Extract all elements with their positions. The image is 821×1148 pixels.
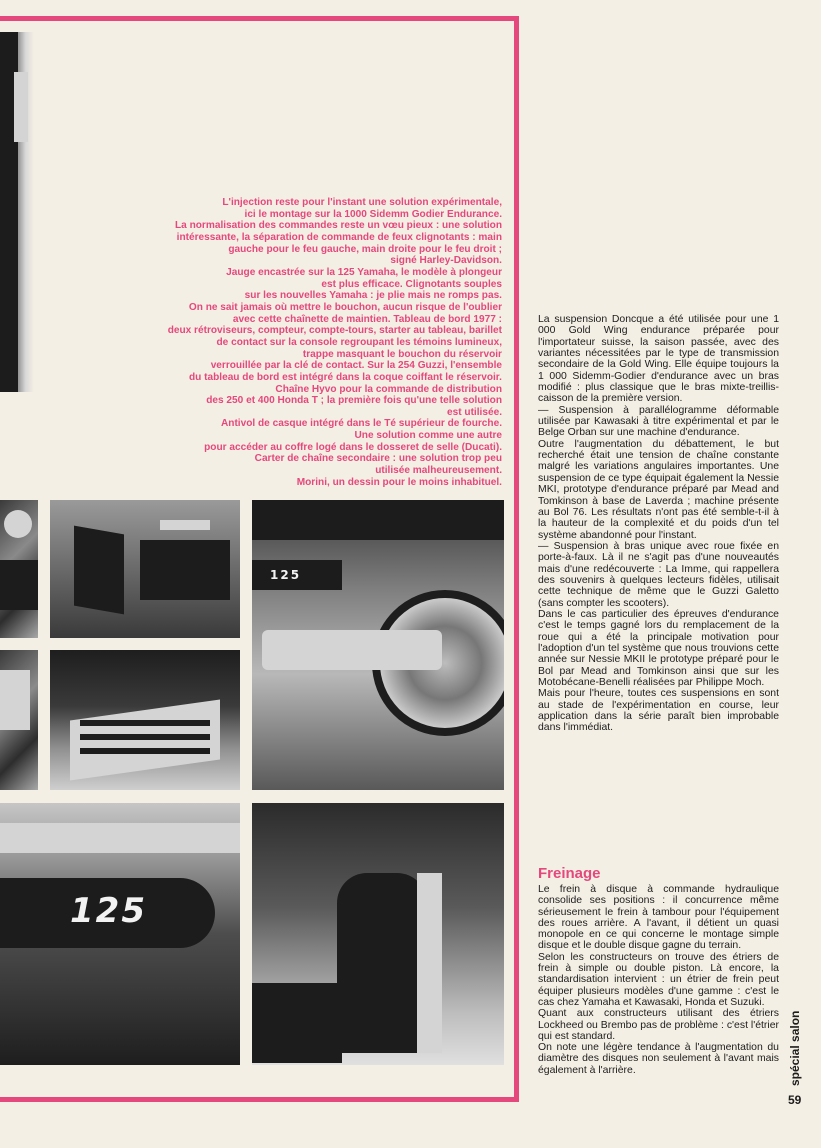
photo-fuel-injection	[0, 32, 34, 392]
article-paragraph: On note une légère tendance à l'augmentation du diamètre des disques non seulement à l'avant mais également à l'arrière.	[538, 1042, 779, 1076]
badge-125-large: 125	[70, 891, 147, 931]
article-paragraph: — Suspension à parallélogramme déformable utilisée par Kawasaki à titre expérimental et par le Belge Orban sur une machine d'endurance.	[538, 404, 779, 439]
article-suspension	[538, 314, 779, 734]
photo-indicator-flexible	[50, 500, 240, 638]
caption-line: pour accéder au coffre logé dans le dosseret de selle (Ducati).	[204, 441, 502, 453]
caption-line: est utilisée.	[447, 406, 502, 418]
caption-line: Morini, un dessin pour le moins inhabituel.	[296, 476, 502, 488]
caption-line: des 250 et 400 Honda T ; la première fois qu'une telle solution	[206, 395, 502, 407]
photo-yamaha-125-side	[252, 500, 504, 790]
section-title-freinage: Freinage	[538, 865, 601, 882]
article-paragraph: Quant aux constructeurs utilisant des étriers Lockheed ou Brembo pas de problème : c'est l'étrier qui est standard.	[538, 1008, 779, 1042]
caption-line: intéressante, la séparation de commande de feux clignotants : main	[176, 231, 502, 243]
article-freinage	[538, 884, 779, 1076]
article-paragraph: Dans le cas particulier des épreuves d'endurance c'est le temps gagné lors du remplacement de la roue qui a été la principale motivation pour l'adoption d'un tel système que nous trouvions cette année sur Nessie MKII le prototype préparé pour le Bol par Mead and Tomkinson ainsi que sur les Motobécane-Benelli réalisées par Philippe Moch.	[538, 608, 779, 688]
article-paragraph: Mais pour l'heure, toutes ces suspensions en sont au stade de l'expérimentation en course, leur application dans la série paraît bien improbable dans l'immédiat.	[538, 688, 779, 734]
caption-line: Une solution comme une autre	[354, 430, 502, 442]
caption-line: utilisée malheureusement.	[375, 465, 502, 477]
caption-line: deux rétroviseurs, compteur, compte-tours, starter au tableau, barillet	[167, 325, 502, 337]
caption-line: de contact sur la console regroupant les témoins lumineux,	[216, 336, 502, 348]
article-paragraph: Outre l'augmentation du débattement, le but recherché était une tension de chaîne constante malgré les variations angulaires importantes. Une suspension de ce type équipait également la Nessie MKI, prototype d'endurance préparé par Mead and Tomkinson à base de Laverda ; machine présente au Bol 76. Les résultats n'ont pas été semble-t-il à la hauteur de la complexité et du poids d'un tel système abandonné pour l'instant.	[538, 438, 779, 541]
caption-line: Antivol de casque intégré dans le Té supérieur de fourche.	[220, 418, 502, 430]
caption-line: du tableau de bord est intégré dans la coque coiffant le réservoir.	[189, 371, 502, 383]
caption-line: gauche pour le feu gauche, main droite pour le feu droit ;	[228, 243, 502, 255]
section-label: spécial salon	[788, 1010, 802, 1086]
caption-line: Jauge encastrée sur la 125 Yamaha, le modèle à plongeur	[226, 266, 502, 278]
article-paragraph: — Suspension à bras unique avec roue fixée en porte-à-faux. Là il ne s'agit pas d'une nouveautés mais d'une redécouverte : La Imme, qui rappellera des souvenirs à quelques lecteurs fidèles, utilisait cette technique de même que le Guzzi Galetto (sans compter les scooters).	[538, 540, 779, 609]
caption-line: L'injection reste pour l'instant une solution expérimentale,	[222, 197, 502, 208]
caption-line: signé Harley-Davidson.	[390, 255, 502, 267]
caption-line: trappe masquant le bouchon du réservoir	[302, 348, 502, 360]
caption-line: avec cette chaînette de maintien. Tableau de bord 1977 :	[232, 313, 502, 325]
caption-line: La normalisation des commandes reste un vœu pieux : une solution	[175, 220, 502, 232]
caption-line: sur les nouvelles Yamaha : je plie mais ne romps pas.	[244, 290, 502, 302]
caption-line: Chaîne Hyvo pour la commande de distribution	[275, 383, 502, 395]
photo-honda-chain-engine	[50, 650, 240, 790]
photo-ducati-seat-storage	[252, 803, 504, 1065]
caption-line: est plus efficace. Clignotants souples	[321, 278, 502, 290]
article-paragraph: Selon les constructeurs on trouve des étriers de frein à simple ou double piston. Là encore, la standardisation intervient : un étrier de frein peut équiper plusieurs modèles d'une gamme : c'est le cas chez Yamaha et Kawasaki, Honda et Suzuki.	[538, 951, 779, 1008]
caption-line: On ne sait jamais où mettre le bouchon, aucun risque de l'oublier	[188, 301, 502, 313]
caption-line: ici le montage sur la 1000 Sidemm Godier Endurance.	[244, 208, 502, 220]
page-number: 59	[788, 1093, 802, 1107]
caption-line: verrouillée par la clé de contact. Sur la 254 Guzzi, l'ensemble	[210, 360, 502, 372]
photo-tank-125	[0, 803, 240, 1065]
article-paragraph: La suspension Doncque a été utilisée pour une 1 000 Gold Wing endurance préparée pour l'importateur suisse, la saison passée, avec des variantes nécessitées par le type de transmission secondaire de la Gold Wing. Elle équipe toujours la 1 000 Sidemm-Godier d'endurance avec un bras modifié : plus classique que le bras mixte-treillis-caisson de la première version.	[538, 314, 779, 405]
article-paragraph: Le frein à disque à commande hydraulique consolide ses positions : il concurrence même sérieusement le frein à tambour pour l'équipement des roues arrière. A l'avant, il détient un quasi monopole en ce qui concerne le montage simple disque et le double disque gagne du terrain.	[538, 884, 779, 952]
photo-captions	[120, 197, 502, 488]
caption-line: Carter de chaîne secondaire : une solution trop peu	[254, 453, 502, 465]
badge-125-small: 125	[270, 568, 302, 582]
photo-dashboard-left-top	[0, 500, 38, 638]
photo-left-strip-mid	[0, 650, 38, 790]
